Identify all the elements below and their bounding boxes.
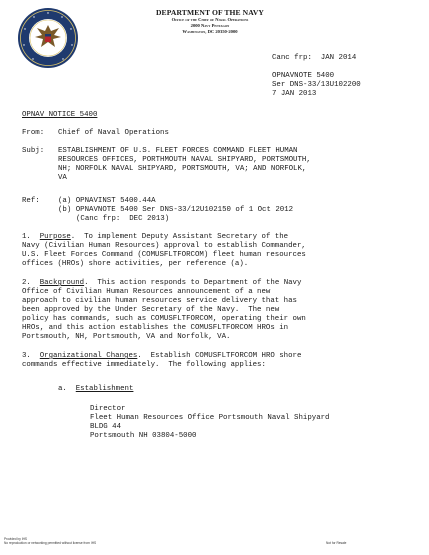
paragraph-2-line: Portsmouth, NH, Portsmouth, VA and Norfolk, VA.: [22, 333, 231, 341]
paragraph-2-number: 2.: [22, 279, 31, 287]
office-name: Office of the Chief of Naval Operations: [171, 17, 249, 22]
paragraph-2-line: approach to civilian human resources service delivery that has: [22, 297, 297, 305]
paragraph-1-text: . To implement Deputy Assistant Secretary of the: [70, 233, 289, 241]
paragraph-1-number: 1.: [22, 233, 31, 241]
paragraph-1-line: offices (HROs) shore activities, per reference (a).: [22, 260, 249, 268]
subject-line: NH; NORFOLK NAVAL SHIPYARD, PORTSMOUTH, VA; AND NORFOLK,: [58, 165, 307, 173]
footer-notice: No reproduction or networking permitted without license from IHS: [4, 541, 97, 545]
paragraph-1-line: Navy (Civilian Human Resources) approval to establish Commander,: [22, 242, 306, 250]
subject-line: ESTABLISHMENT OF U.S. FLEET FORCES COMMAND FLEET HUMAN: [58, 147, 298, 155]
paragraph-3-line: commands effective immediately. The following applies:: [22, 361, 266, 369]
subject-label: Subj:: [22, 147, 45, 155]
footer-not-for-resale: Not for Resale: [326, 541, 347, 545]
paragraph-3-number: 3.: [22, 352, 31, 360]
address-line-2: Washington, DC 20350-2000: [182, 29, 238, 34]
address-office: Fleet Human Resources Office Portsmouth Naval Shipyard: [90, 414, 330, 422]
paragraph-2-first-line: [22, 279, 301, 288]
reference-label: Ref:: [22, 197, 40, 205]
opnavnote-number: OPNAVNOTE 5400: [272, 72, 335, 80]
address-director: Director: [90, 405, 126, 413]
document-date: 7 JAN 2013: [272, 90, 317, 98]
paragraph-2-line: been approved by the Under Secretary of the Navy. The new: [22, 306, 280, 314]
reference-b-cancellation: (Canc frp: DEC 2013): [76, 215, 170, 223]
subject-line: RESOURCES OFFICES, PORTHMOUTH NAVAL SHIPYARD, PORTSMOUTH,: [58, 156, 311, 164]
paragraph-2-line: HROs, and this action establishes the COMUSFLTFORCOM HROs in: [22, 324, 289, 332]
serial-number: Ser DNS-33/13U102200: [272, 81, 361, 89]
address-building: BLDG 44: [90, 423, 122, 431]
department-of-defense-seal: [17, 7, 79, 69]
department-name: DEPARTMENT OF THE NAVY: [155, 8, 265, 17]
paragraph-3a-heading: Establishment: [75, 385, 134, 393]
reference-b: (b) OPNAVNOTE 5400 Ser DNS-33/12U102150 of 1 Oct 2012: [58, 206, 294, 214]
paragraph-3-first-line: [22, 352, 301, 361]
paragraph-3-text: . Establish COMUSFLTFORCOM HRO shore: [137, 352, 302, 360]
paragraph-2-line: policy has commands, such as COMUSFLTFORCOM, operating their own: [22, 315, 306, 323]
paragraph-2-line: Office of Civilian Human Resources announcement of a new: [22, 288, 271, 296]
from-value: Chief of Naval Operations: [58, 129, 169, 137]
paragraph-3a-number: a.: [58, 385, 67, 393]
paragraph-3-heading: Organizational Changes: [39, 352, 138, 360]
paragraph-1-line: U.S. Fleet Forces Command (COMUSFLTFORCOM) fleet human resources: [22, 251, 306, 259]
address-city: Portsmouth NH 03804-5000: [90, 432, 197, 440]
cancellation-date: Canc frp: JAN 2014: [272, 54, 357, 62]
reference-a: (a) OPNAVINST 5400.44A: [58, 197, 156, 205]
footer-license: [4, 537, 96, 545]
paragraph-3a-first-line: [58, 385, 133, 394]
paragraph-1-heading: Purpose: [39, 233, 71, 241]
from-label: From:: [22, 129, 45, 137]
notice-title: OPNAV NOTICE 5400: [22, 111, 98, 119]
footer-provider: Provided by IHS: [4, 537, 28, 541]
paragraph-2-text: . This action responds to Department of the Navy: [84, 279, 302, 287]
letterhead: [110, 8, 310, 35]
paragraph-2-heading: Background: [39, 279, 85, 287]
subject-line: VA: [58, 174, 67, 182]
paragraph-1-first-line: [22, 233, 288, 242]
address-line-1: 2000 Navy Pentagon: [190, 23, 230, 28]
